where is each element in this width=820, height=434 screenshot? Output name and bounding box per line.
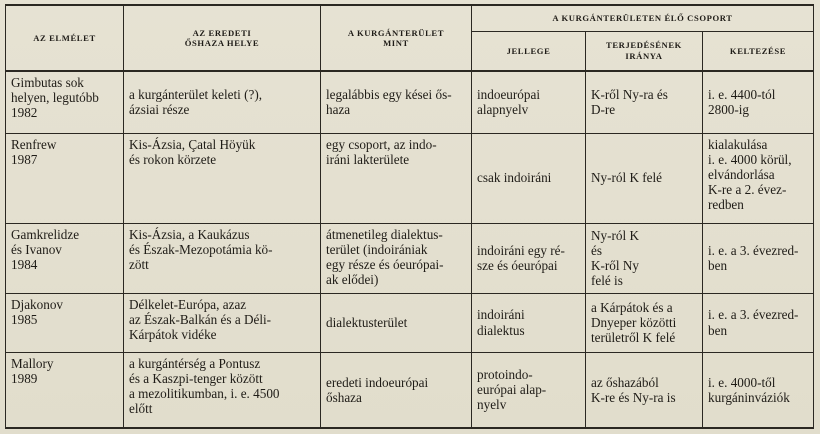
table-row <box>6 352 814 428</box>
cell-kurgan-area: átmenetileg dialektus- terület (indoirániak egy része és óeurópai- ak elődei) <box>321 223 472 293</box>
cell-theory: Gimbutas sok helyen, legutóbb 1982 <box>6 71 124 133</box>
cell-theory: Mallory 1989 <box>6 352 124 428</box>
cell-date: i. e. 4400-tól 2800-ig <box>703 71 814 133</box>
cell-direction: a Kárpátok és a Dnyeper közötti területről K felé <box>586 293 703 352</box>
cell-homeland: Kis-Ázsia, Çatal Höyük és rokon körzete <box>124 133 321 223</box>
cell-homeland: a kurgánterület keleti (?), ázsiai része <box>124 71 321 133</box>
cell-direction: Ny-ról K és K-ről Ny felé is <box>586 223 703 293</box>
cell-character: indoiráni egy ré- sze és óeurópai <box>472 223 586 293</box>
cell-character: indoiráni dialektus <box>472 293 586 352</box>
header-homeland: AZ EREDETI ŐSHAZA HELYE <box>124 5 321 71</box>
header-theory: AZ ELMÉLET <box>6 5 124 71</box>
cell-kurgan-area: dialektusterület <box>321 293 472 352</box>
header-group: A KURGÁNTERÜLETEN ÉLŐ CSOPORT <box>472 5 814 31</box>
cell-character: indoeurópai alapnyelv <box>472 71 586 133</box>
cell-homeland: Kis-Ázsia, a Kaukázus és Észak-Mezopotámia kö- zött <box>124 223 321 293</box>
cell-theory: Gamkrelidze és Ivanov 1984 <box>6 223 124 293</box>
cell-homeland: Délkelet-Európa, azaz az Észak-Balkán és a Déli- Kárpátok vidéke <box>124 293 321 352</box>
table-row <box>6 223 814 293</box>
header-kurgan-area: A KURGÁNTERÜLET MINT <box>321 5 472 71</box>
cell-date: kialakulása i. e. 4000 körül, elvándorlása K-re a 2. évez- redben <box>703 133 814 223</box>
cell-kurgan-area: legalábbis egy kései ős- haza <box>321 71 472 133</box>
header-direction: TERJEDÉSÉNEK IRÁNYA <box>586 31 703 71</box>
cell-direction: Ny-ról K felé <box>586 133 703 223</box>
cell-direction: az őshazából K-re és Ny-ra is <box>586 352 703 428</box>
cell-theory: Djakonov 1985 <box>6 293 124 352</box>
cell-kurgan-area: eredeti indoeurópai őshaza <box>321 352 472 428</box>
cell-date: i. e. a 3. évezred- ben <box>703 293 814 352</box>
cell-character: protoindo- európai alap- nyelv <box>472 352 586 428</box>
cell-direction: K-ről Ny-ra és D-re <box>586 71 703 133</box>
header-date: KELTEZÉSE <box>703 31 814 71</box>
table-row <box>6 293 814 352</box>
cell-kurgan-area: egy csoport, az indo- iráni lakterülete <box>321 133 472 223</box>
cell-character: csak indoiráni <box>472 133 586 223</box>
cell-theory: Renfrew 1987 <box>6 133 124 223</box>
cell-homeland: a kurgántérség a Pontusz és a Kaszpi-tenger között a mezolitikumban, i. e. 4500 előtt <box>124 352 321 428</box>
header-character: JELLEGE <box>472 31 586 71</box>
cell-date: i. e. 4000-től kurgáninváziók <box>703 352 814 428</box>
theories-table <box>5 4 814 429</box>
table-row <box>6 71 814 133</box>
cell-date: i. e. a 3. évezred- ben <box>703 223 814 293</box>
table-row <box>6 133 814 223</box>
